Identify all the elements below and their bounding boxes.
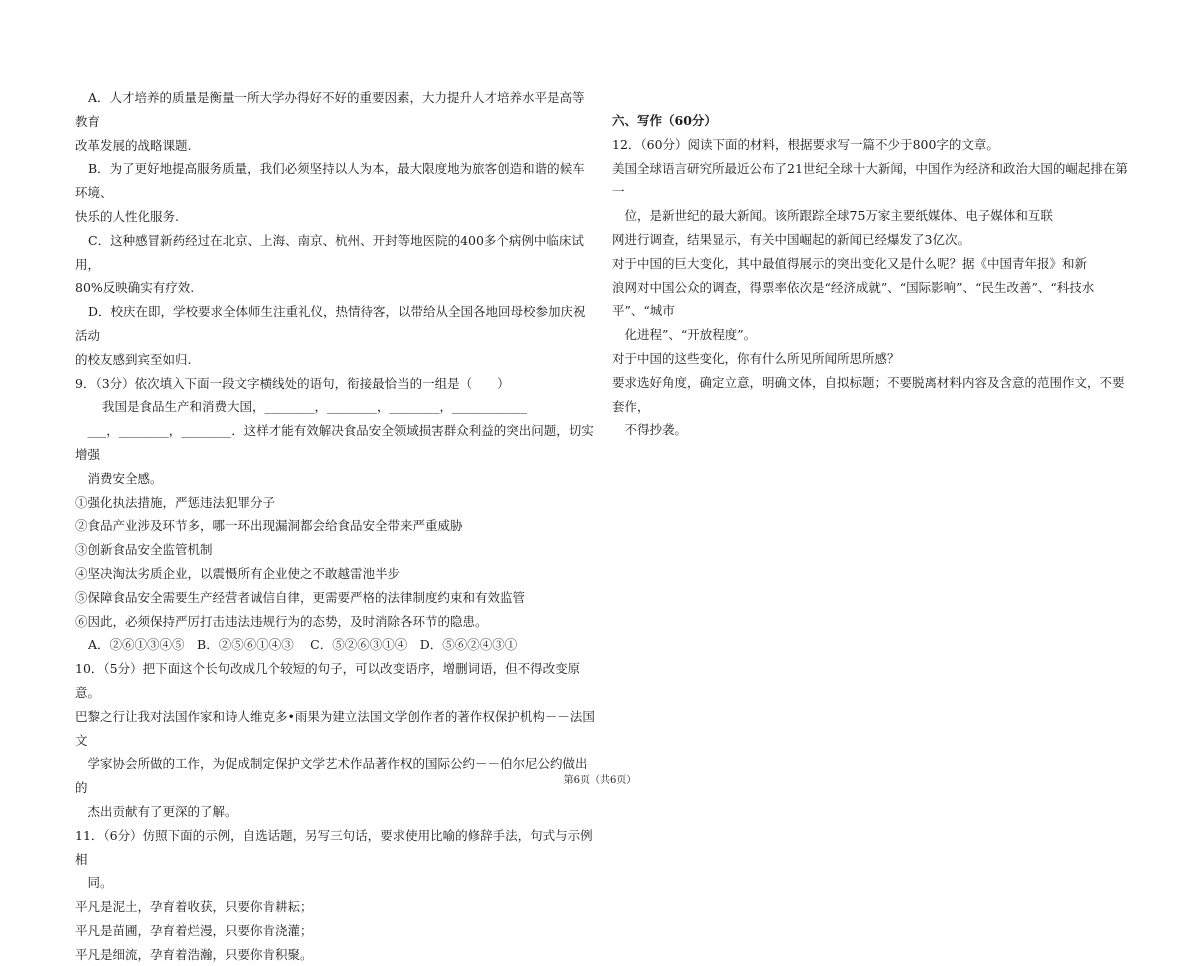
text-line: 不得抄袭。 [612, 422, 688, 438]
text-line: ③创新食品安全监管机制 [75, 542, 213, 558]
text-line: 改革发展的战略课题. [75, 137, 192, 153]
text-line: ①强化执法措施，严惩违法犯罪分子 [75, 494, 276, 510]
text-line: 要求选好角度，确定立意，明确文体，自拟标题；不要脱离材料内容及含意的范围作文，不要套作， [612, 374, 1125, 414]
text-line: 平凡是细流，孕育着浩瀚，只要你肯积聚。 [75, 946, 313, 962]
text-line: 平凡是苗圃，孕育着烂漫，只要你肯浇灌； [75, 922, 313, 938]
page-footer: 第6页（共6页） [563, 775, 637, 786]
text-line: A．人才培养的质量是衡量一所大学办得好不好的重要因素，大力提升人才培养水平是高等教育 [75, 90, 585, 129]
text-line: ⑤保障食品安全需要生产经营者诚信自律，更需要严格的法律制度约束和有效监管 [75, 589, 526, 605]
text-line: 9．（3分）依次填入下面一段文字横线处的语句，衔接最恰当的一组是（ ） [75, 375, 510, 391]
text-line: 巴黎之行让我对法国作家和诗人维克多•雨果为建立法国文学创作者的著作权保护机构－－法国文 [75, 708, 595, 748]
text-line: 浪网对中国公众的调查，得票率依次是“经济成就”、“国际影响”、“民生改善”、“科技水平”、“城市 [612, 279, 1095, 319]
text-line: 80%反映确实有疗效. [75, 280, 195, 296]
text-line: D．校庆在即，学校要求全体师生注重礼仪，热情待客，以带给从全国各地回母校参加庆祝活动 [75, 304, 586, 343]
text-line: 网进行调查，结果显示，有关中国崛起的新闻已经爆发了3亿次。 [612, 231, 970, 247]
section-title-writing: 六、写作（60分） [612, 113, 717, 128]
text-line: 化进程”、“开放程度”。 [612, 327, 757, 343]
text-line: A．②⑥①③④⑤ B．②⑤⑥①④③ C．⑤②⑥③①④ D．⑤⑥②④③① [88, 637, 518, 653]
text-line: 学家协会所做的工作，为促成制定保护文学艺术作品著作权的国际公约－－伯尔尼公约做出的 [75, 756, 588, 796]
text-line: ④坚决淘汰劣质企业，以震慑所有企业使之不敢越雷池半步 [75, 565, 401, 581]
left-column [75, 86, 595, 966]
text-line: 同。 [75, 875, 113, 891]
text-line: 12．（60分）阅读下面的材料，根据要求写一篇不少于800字的文章。 [612, 136, 999, 152]
text-line: ⑥因此，必须保持严厉打击违法违规行为的态势，及时消除各环节的隐患。 [75, 613, 488, 629]
text-line: 杰出贡献有了更深的了解。 [75, 803, 238, 819]
text-line: 我国是食品生产和消费大国，________，________，________，____________ [102, 399, 528, 415]
text-line: 10．（5分）把下面这个长句改成几个较短的句子，可以改变语序，增删词语，但不得改变原意。 [75, 661, 581, 700]
text-line: 平凡是泥土，孕育着收获，只要你肯耕耘； [75, 899, 313, 915]
text-line: 11．（6分）仿照下面的示例，自选话题，另写三句话，要求使用比喻的修辞手法，句式与示例相 [75, 827, 593, 867]
text-line: 美国全球语言研究所最近公布了21世纪全球十大新闻，中国作为经济和政治大国的崛起排在第一 [612, 160, 1128, 200]
text-line: ___，________，________．这样才能有效解决食品安全领域损害群众利益的突出问题，切实增强 [75, 423, 594, 462]
text-line: 对于中国的巨大变化，其中最值得展示的突出变化又是什么呢？据《中国青年报》和新 [612, 255, 1088, 271]
writing-question-body [612, 133, 1132, 442]
text-line: 的校友感到宾至如归. [75, 351, 192, 367]
text-line: B．为了更好地提高服务质量，我们必须坚持以人为本，最大限度地为旅客创造和谐的候车环境、 [75, 161, 585, 201]
text-line: ②食品产业涉及环节多，哪一环出现漏洞都会给食品安全带来严重威胁 [75, 518, 463, 534]
text-line: 对于中国的这些变化，你有什么所见所闻所思所感？ [612, 350, 900, 366]
text-line: 位，是新世纪的最大新闻。该所跟踪全球75万家主要纸媒体、电子媒体和互联 [612, 208, 1053, 224]
text-line: 快乐的人性化服务. [75, 208, 179, 224]
right-column [612, 86, 1132, 442]
text-line: C．这种感冒新药经过在北京、上海、南京、杭州、开封等地医院的400多个病例中临床试用， [75, 232, 584, 272]
text-line: 消费安全感。 [75, 470, 163, 486]
